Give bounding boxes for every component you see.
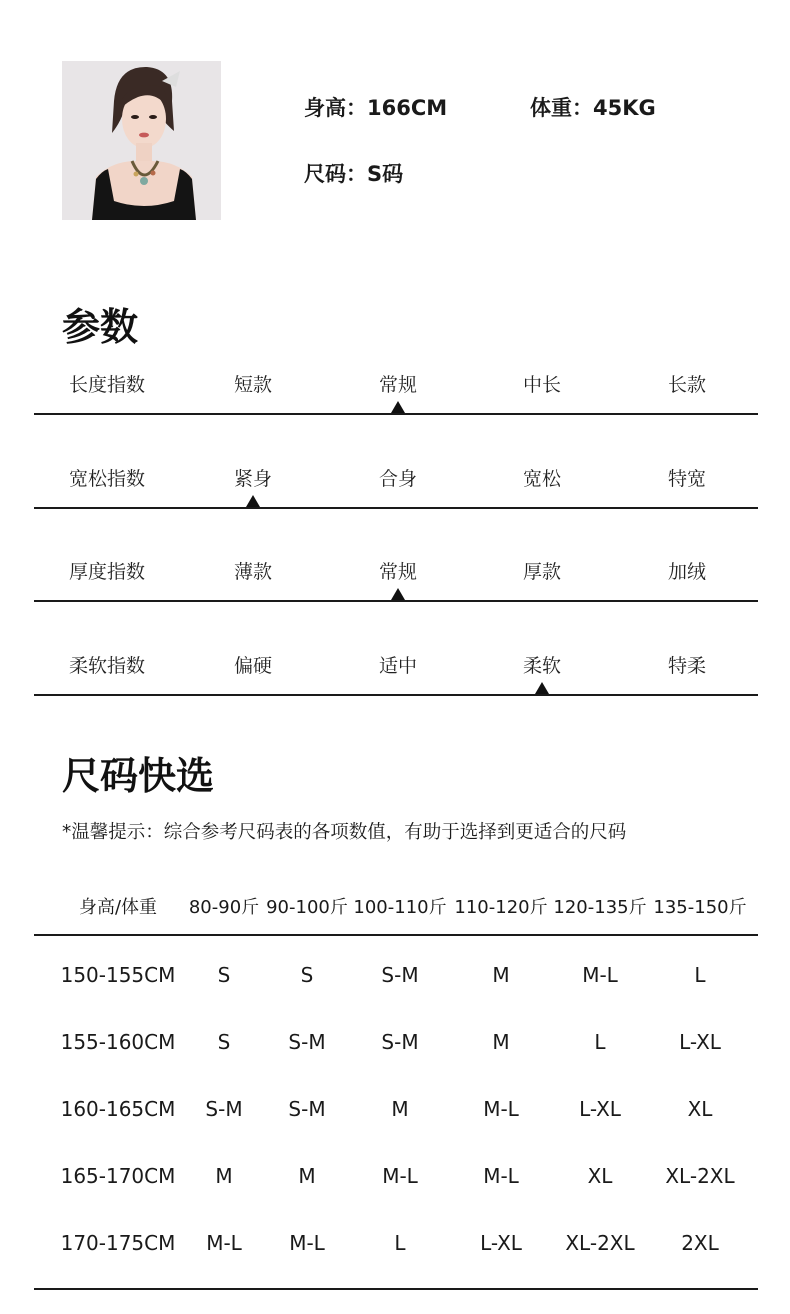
size-tip: *温馨提示：综合参考尺码表的各项数值，有助于选择到更适合的尺码 [62,822,627,843]
param-selected-marker-icon [535,682,549,694]
param-label: 宽松指数 [68,468,145,490]
param-option: 常规 [378,561,417,583]
param-divider [34,413,758,415]
size-table-header-divider [34,934,758,936]
params-title: 参数 [62,305,139,349]
param-option: 特宽 [667,468,706,490]
size-table-weight-header: 120-135斤 [553,897,647,918]
param-divider [34,694,758,696]
size-table-height-cell: 170-175CM [60,1231,176,1255]
size-table-weight-header: 90-100斤 [266,897,348,918]
size-table-size-cell: M-L [382,1164,418,1188]
param-selected-marker-icon [391,588,405,600]
size-table-size-cell: M [391,1097,409,1121]
size-table-height-cell: 160-165CM [60,1097,176,1121]
size-table-size-cell: M [215,1164,233,1188]
size-table-bottom-divider [34,1288,758,1290]
size-table-size-cell: M-L [483,1164,519,1188]
size-table-height-cell: 165-170CM [60,1164,176,1188]
param-option: 中长 [522,374,561,396]
size-table-size-cell: XL-2XL [665,1164,735,1188]
param-row [34,370,758,464]
size-table-size-cell: L-XL [679,1030,721,1054]
size-table-size-cell: XL-2XL [565,1231,635,1255]
size-table-height-cell: 150-155CM [60,963,176,987]
size-table-weight-header: 110-120斤 [454,897,548,918]
param-label: 柔软指数 [68,655,145,677]
param-row [34,651,758,745]
size-table-size-cell: XL [687,1097,713,1121]
size-table-size-cell: M-L [483,1097,519,1121]
param-row [34,464,758,558]
param-option: 薄款 [233,561,272,583]
param-option: 合身 [378,468,417,490]
param-option: 短款 [233,374,272,396]
param-option: 厚款 [522,561,561,583]
size-table-size-cell: XL [587,1164,613,1188]
model-photo [62,61,221,220]
size-table-weight-header: 80-90斤 [188,897,260,918]
size-table-size-cell: S-M [288,1030,326,1054]
size-table-size-cell: M-L [206,1231,242,1255]
param-option: 适中 [378,655,417,677]
size-table-size-cell: 2XL [681,1231,719,1255]
size-table-size-cell: M [492,963,510,987]
size-table-size-cell: S-M [381,1030,419,1054]
param-label: 长度指数 [68,374,145,396]
param-option: 柔软 [522,655,561,677]
param-option: 常规 [378,374,417,396]
param-option: 宽松 [522,468,561,490]
size-table-size-cell: S [217,963,231,987]
size-table-size-cell: M-L [289,1231,325,1255]
model-height: 身高：166CM [304,96,448,120]
size-table-size-cell: M [298,1164,316,1188]
param-option: 加绒 [667,561,706,583]
size-table-weight-header: 100-110斤 [353,897,447,918]
model-weight: 体重：45KG [530,96,656,120]
size-table-size-cell: L-XL [579,1097,621,1121]
size-table-size-cell: S [217,1030,231,1054]
param-option: 特柔 [667,655,706,677]
size-table-size-cell: L [694,963,706,987]
size-table-corner-header: 身高/体重 [78,897,158,918]
param-selected-marker-icon [391,401,405,413]
param-divider [34,600,758,602]
size-table-size-cell: S [300,963,314,987]
size-table-size-cell: S-M [381,963,419,987]
size-table-size-cell: S-M [288,1097,326,1121]
size-table-height-cell: 155-160CM [60,1030,176,1054]
size-table-size-cell: L-XL [480,1231,522,1255]
param-selected-marker-icon [246,495,260,507]
size-table-size-cell: L [594,1030,606,1054]
size-table-size-cell: M-L [582,963,618,987]
size-table-size-cell: S-M [205,1097,243,1121]
param-divider [34,507,758,509]
param-option: 偏硬 [233,655,272,677]
model-portrait-illustration [62,61,221,220]
size-table-size-cell: M [492,1030,510,1054]
param-option: 紧身 [233,468,272,490]
size-table-size-cell: L [394,1231,406,1255]
size-table-weight-header: 135-150斤 [653,897,747,918]
param-label: 厚度指数 [68,561,145,583]
param-row [34,557,758,651]
size-guide-title: 尺码快选 [62,754,215,798]
param-option: 长款 [667,374,706,396]
model-size: 尺码：S码 [304,162,404,186]
